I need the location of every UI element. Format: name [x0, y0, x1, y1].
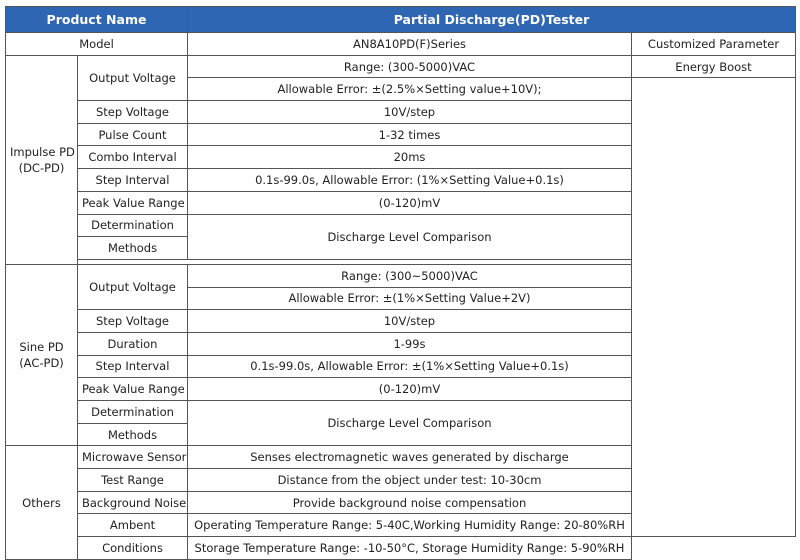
model-value: AN8A10PD(F)Series	[188, 33, 632, 56]
sine-group-line1: Sine PD	[19, 340, 64, 355]
table-row	[6, 537, 796, 560]
background-noise-value: Provide background noise compensation	[188, 491, 632, 514]
customized-parameter-header: Customized Parameter	[632, 33, 796, 56]
impulse-group-line1: Impulse PD	[10, 144, 75, 159]
sine-duration-label: Duration	[78, 332, 188, 355]
customized-parameter-empty	[632, 78, 796, 537]
energy-boost-value: Energy Boost	[632, 55, 796, 78]
impulse-output-voltage-label: Output Voltage	[78, 55, 188, 100]
impulse-methods-label: Methods	[78, 237, 188, 260]
sine-step-interval-value: 0.1s-99.0s, Allowable Error: ±(1%×Setting Value+0.1s)	[188, 355, 632, 378]
others-group: Others	[6, 446, 78, 559]
impulse-determination-value: Discharge Level Comparison	[188, 214, 632, 259]
microwave-sensor-label: Microwave Sensor	[78, 446, 188, 469]
impulse-combo-interval-value: 20ms	[188, 146, 632, 169]
sine-output-voltage-label: Output Voltage	[78, 264, 188, 309]
product-name-header: Product Name	[6, 7, 188, 33]
sine-pd-group	[6, 264, 78, 446]
sine-duration-value: 1-99s	[188, 332, 632, 355]
sine-step-voltage-label: Step Voltage	[78, 310, 188, 333]
impulse-output-voltage-range: Range: (300-5000)VAC	[188, 55, 632, 78]
conditions-value: Storage Temperature Range: -10-50°C, Storage Humidity Range: 5-90%RH	[188, 537, 632, 560]
sine-step-interval-label: Step Interval	[78, 355, 188, 378]
impulse-peak-value: (0-120)mV	[188, 191, 632, 214]
impulse-peak-label: Peak Value Range	[78, 191, 188, 214]
tester-title-header: Partial Discharge(PD)Tester	[188, 7, 796, 33]
impulse-pd-group	[6, 55, 78, 264]
microwave-sensor-value: Senses electromagnetic waves generated by discharge	[188, 446, 632, 469]
sine-step-voltage-value: 10V/step	[188, 310, 632, 333]
test-range-value: Distance from the object under test: 10-30cm	[188, 469, 632, 492]
background-noise-label: Background Noise	[78, 491, 188, 514]
impulse-group-line2: (DC-PD)	[18, 160, 65, 175]
sine-output-voltage-error: Allowable Error: ±(1%×Setting Value+2V)	[188, 287, 632, 310]
header-row	[6, 7, 796, 33]
sine-peak-value: (0-120)mV	[188, 378, 632, 401]
ambient-label: Ambent	[78, 514, 188, 537]
model-row	[6, 33, 796, 56]
sine-output-voltage-range: Range: (300~5000)VAC	[188, 264, 632, 287]
impulse-output-voltage-error: Allowable Error: ±(2.5%×Setting value+10V);	[188, 78, 632, 101]
table-row	[6, 55, 796, 78]
ambient-value: Operating Temperature Range: 5-40C,Working Humidity Range: 20-80%RH	[188, 514, 632, 537]
sine-determination-label: Determination	[78, 401, 188, 424]
spec-table	[5, 6, 796, 560]
sine-group-line2: (AC-PD)	[19, 356, 64, 371]
conditions-label: Conditions	[78, 537, 188, 560]
impulse-combo-interval-label: Combo Interval	[78, 146, 188, 169]
test-range-label: Test Range	[78, 469, 188, 492]
impulse-step-interval-value: 0.1s-99.0s, Allowable Error: (1%×Setting Value+0.1s)	[188, 169, 632, 192]
sine-determination-value: Discharge Level Comparison	[188, 401, 632, 446]
impulse-pulse-count-value: 1-32 times	[188, 123, 632, 146]
model-label: Model	[6, 33, 188, 56]
sine-methods-label: Methods	[78, 423, 188, 446]
impulse-step-interval-label: Step Interval	[78, 169, 188, 192]
impulse-step-voltage-value: 10V/step	[188, 101, 632, 124]
impulse-determination-label: Determination	[78, 214, 188, 237]
impulse-pulse-count-label: Pulse Count	[78, 123, 188, 146]
sine-peak-label: Peak Value Range	[78, 378, 188, 401]
impulse-step-voltage-label: Step Voltage	[78, 101, 188, 124]
